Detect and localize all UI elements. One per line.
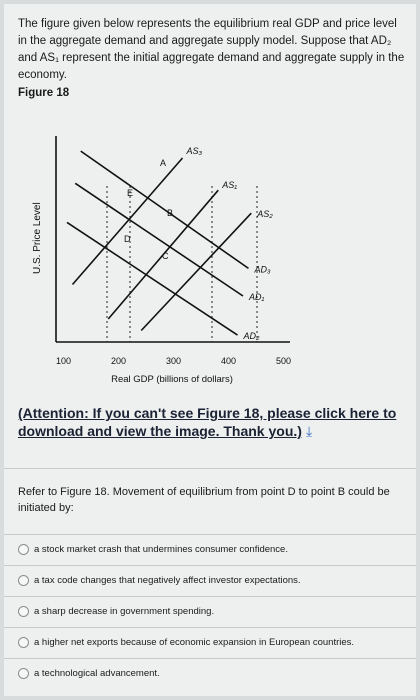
option-label: a technological advancement. [34, 668, 160, 679]
curve-label: AD₂ [243, 331, 260, 342]
x-axis-label: Real GDP (billions of dollars) [111, 374, 233, 385]
answer-option-2[interactable] [4, 565, 416, 596]
point-label: B [167, 208, 174, 218]
x-tick-label: 300 [165, 356, 182, 366]
radio-button[interactable] [18, 606, 29, 617]
option-label: a tax code changes that negatively affect investor expectations. [34, 575, 301, 586]
curve-label: AD₁ [249, 292, 265, 302]
x-tick-label: 500 [275, 356, 292, 366]
question-intro [18, 16, 408, 102]
curve-label: AD₃ [254, 264, 271, 275]
download-icon[interactable]: ⤓ [305, 423, 313, 439]
point-label: E [127, 188, 134, 198]
curve-label: AS₁ [222, 180, 238, 191]
answer-option-1[interactable] [4, 534, 416, 565]
curve-2 [141, 213, 251, 330]
x-tick-label: 200 [110, 356, 127, 366]
intro-text: The figure given below represents the equilibrium real GDP and price level in the aggregate demand and aggregate supply model. Suppose that AD₂ and AS₁ represent the initial aggregate demand and aggregate supply in the economy. [18, 18, 405, 81]
curve-label: AS₃ [186, 146, 203, 156]
answer-option-4[interactable] [4, 627, 416, 658]
point-label: C [162, 251, 169, 261]
answer-options [4, 534, 416, 689]
question-card [4, 4, 416, 696]
point-label: A [160, 158, 167, 168]
option-label: a higher net exports because of economic expansion in European countries. [34, 637, 355, 648]
radio-button[interactable] [18, 637, 29, 648]
option-label: a sharp decrease in government spending. [34, 606, 215, 617]
curve-0 [73, 158, 183, 285]
answer-option-3[interactable] [4, 596, 416, 627]
curve-label: AS₂ [257, 209, 273, 220]
x-tick-label: 100 [55, 356, 72, 366]
curve-4 [75, 183, 243, 296]
attention-text: (Attention: If you can't see Figure 18, please click here to download and view the image. Thank you.) [18, 405, 397, 439]
question-prompt: Refer to Figure 18. Movement of equilibrium from point D to point B could be initiated by: [18, 486, 390, 514]
x-tick-label: 400 [220, 356, 237, 366]
divider [4, 468, 416, 469]
figure-18-graph [12, 124, 302, 386]
figure-label: Figure 18 [18, 87, 70, 99]
download-figure-link[interactable] [18, 404, 410, 440]
radio-button[interactable] [18, 544, 29, 555]
point-label: D [124, 234, 131, 244]
option-label: a stock market crash that undermines consumer confidence. [34, 544, 288, 555]
answer-option-5[interactable] [4, 658, 416, 689]
radio-button[interactable] [18, 668, 29, 679]
y-axis-label: U.S. Price Level [32, 202, 43, 274]
radio-button[interactable] [18, 575, 29, 586]
